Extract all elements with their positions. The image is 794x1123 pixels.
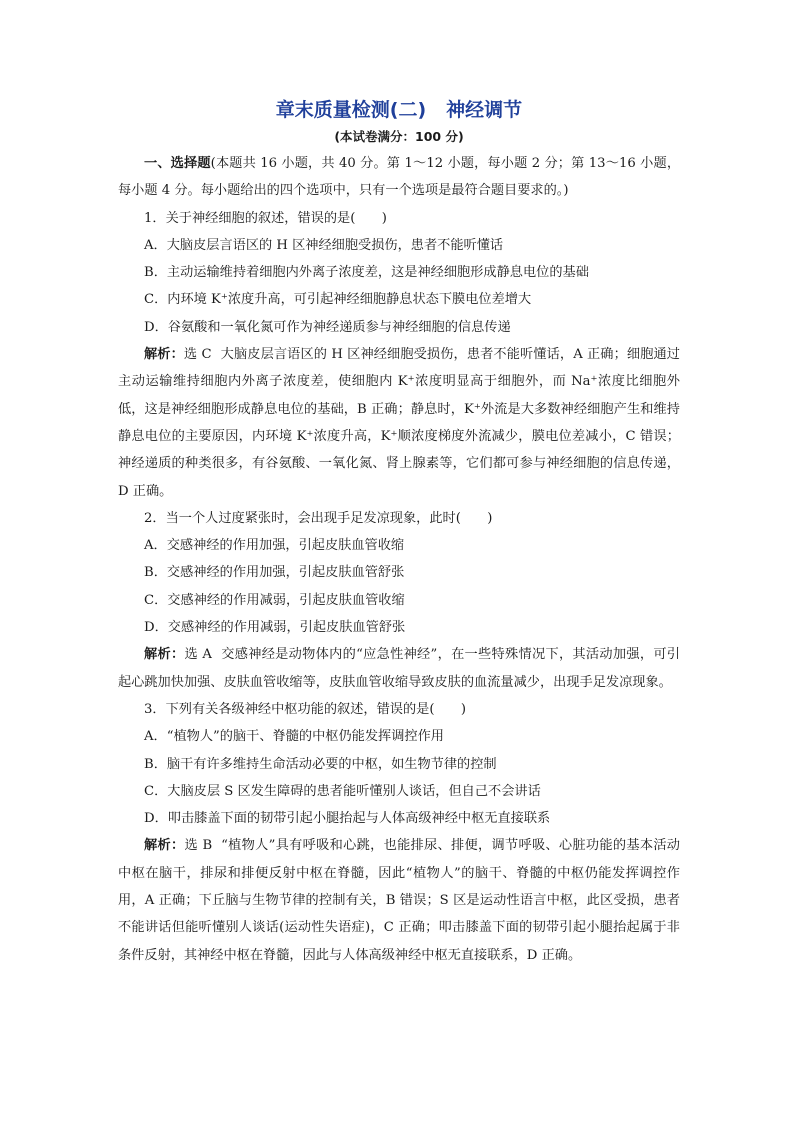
analysis-choice: 选 B [184,838,213,854]
analysis [118,341,680,505]
option-c: C．大脑皮层 S 区发生障碍的患者能听懂别人谈话，但自己不会讲话 [144,783,541,799]
question-stem: 1．关于神经细胞的叙述，错误的是( ) [144,210,387,226]
title-main: 章末质量检测(二) [275,99,427,121]
option-d: D．谷氨酸和一氧化氮可作为神经递质参与神经细胞的信息传递 [144,319,511,335]
option-b: B．脑干有许多维持生命活动必要的中枢，如生物节律的控制 [144,756,497,772]
option-a: A．大脑皮层言语区的 H 区神经细胞受损伤，患者不能听懂话 [144,237,504,253]
section-label: 一、选择题 [144,156,211,171]
analysis-choice: 选 C [183,347,212,363]
option-a: A．“植物人”的脑干、脊髓的中枢仍能发挥调控作用 [144,729,444,745]
section-header [118,150,680,205]
section-instructions: (本题共 16 小题，共 40 分。第 1～12 小题，每小题 2 分；第 13～16 小题，每小题 4 分。每小题给出的四个选项中，只有一个选项是最符合题目要求的。) [118,156,681,199]
analysis-label: 解析： [144,838,185,854]
analysis-label: 解析： [144,647,185,663]
analysis-text: 交感神经是动物体内的“应急性神经”，在一些特殊情况下，其活动加强，可引起心跳加快加强、皮肤血管收缩等，皮肤血管收缩导致皮肤的血流量减少，出现手足发凉现象。 [118,647,680,690]
analysis-text: 大脑皮层言语区的 H 区神经细胞受损伤，患者不能听懂话，A 正确；细胞通过主动运输维持细胞内外离子浓度差，使细胞内 K⁺浓度明显高于细胞外，而 Na⁺浓度比细胞外低，这是神经细胞形成静息电位的基础，B 正确；静息时，K⁺外流是大多数神经细胞产生和维持静息电位的主要原因，内环境 K⁺浓度升高，K⁺顺浓度梯度外流减少，膜电位差减小，C 错误；神经递质的种类很多，有谷氨酸、一氧化氮、肾上腺素等，它们都可参与神经细胞的信息传递，D 正确。 [118,347,680,499]
title-topic: 神经调节 [446,99,523,121]
question-stem: 2．当一个人过度紧张时，会出现手足发凉现象，此时( ) [144,510,493,526]
question-stem: 3．下列有关各级神经中枢功能的叙述，错误的是( ) [144,701,466,717]
question-block [118,505,680,696]
analysis-choice: 选 A [184,647,212,663]
option-d: D．交感神经的作用减弱，引起皮肤血管舒张 [144,620,406,636]
analysis [118,641,680,696]
option-c: C．交感神经的作用减弱，引起皮肤血管收缩 [144,592,405,608]
question-block [118,205,680,505]
analysis [118,832,680,968]
option-b: B．主动运输维持着细胞内外离子浓度差，这是神经细胞形成静息电位的基础 [144,265,589,281]
option-b: B．交感神经的作用加强，引起皮肤血管舒张 [144,565,405,581]
page-title [118,96,680,124]
option-c: C．内环境 K⁺浓度升高，可引起神经细胞静息状态下膜电位差增大 [144,292,532,308]
question-block [118,696,680,969]
option-a: A．交感神经的作用加强，引起皮肤血管收缩 [144,538,405,554]
score-note: (本试卷满分：100 分) [334,129,464,144]
option-d: D．叩击膝盖下面的韧带引起小腿抬起与人体高级神经中枢无直接联系 [144,811,551,827]
analysis-label: 解析： [144,347,184,363]
analysis-text: “植物人”具有呼吸和心跳，也能排尿、排便，调节呼吸、心脏功能的基本活动中枢在脑干，排尿和排便反射中枢在脊髓，因此“植物人”的脑干、脊髓的中枢仍能发挥调控作用，A 正确；下丘脑与生物节律的控制有关，B 错误；S 区是运动性语言中枢，此区受损，患者不能讲话但能听懂别人谈话(运动性失语症)，C 正确；叩击膝盖下面的韧带引起小腿抬起属于非条件反射，其神经中枢在脊髓，因此与人体高级神经中枢无直接联系，D 正确。 [118,838,680,963]
exam-page [118,96,680,969]
